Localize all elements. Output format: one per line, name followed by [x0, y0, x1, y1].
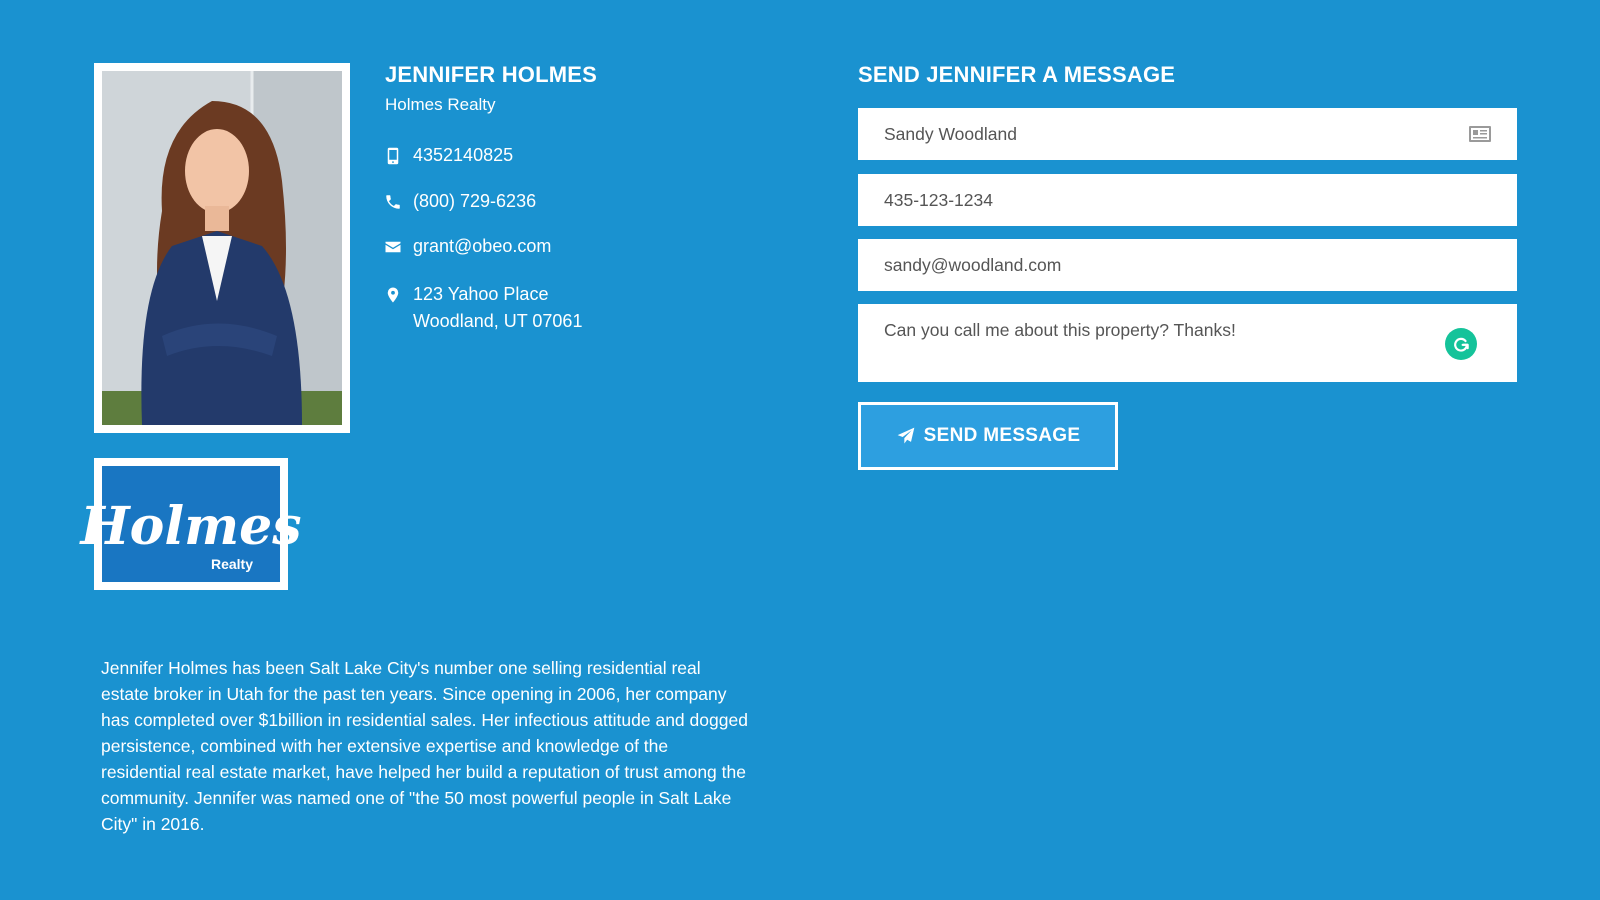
email-field-value: sandy@woodland.com	[884, 254, 1062, 275]
grammarly-icon[interactable]	[1445, 328, 1477, 360]
contact-phone[interactable]	[383, 191, 536, 212]
message-field[interactable]	[858, 304, 1517, 382]
message-field-value: Can you call me about this property? Thanks!	[884, 320, 1236, 340]
phone-field-value: 435-123-1234	[884, 189, 993, 210]
send-message-label: SEND MESSAGE	[923, 425, 1081, 446]
agent-photo-frame	[94, 63, 350, 433]
contact-email[interactable]	[383, 236, 551, 257]
phone-field[interactable]	[858, 174, 1517, 226]
phone-icon	[383, 192, 403, 212]
address-line-2: Woodland, UT 07061	[413, 311, 583, 331]
agent-name: JENNIFER HOLMES	[385, 62, 598, 87]
mobile-number: 4352140825	[413, 145, 514, 165]
form-title: SEND JENNIFER A MESSAGE	[858, 62, 1176, 87]
send-message-button[interactable]	[858, 402, 1118, 470]
email-field[interactable]	[858, 239, 1517, 291]
address-line-1: 123 Yahoo Place	[413, 284, 549, 304]
envelope-icon	[383, 237, 403, 257]
contact-address[interactable]	[383, 284, 582, 335]
paper-plane-icon	[896, 426, 916, 446]
map-marker-icon	[383, 285, 403, 305]
contact-mobile[interactable]	[383, 145, 513, 166]
logo-sub-text: Realty	[210, 556, 254, 572]
name-field-value: Sandy Woodland	[884, 123, 1017, 144]
logo-script-text: Holmes	[80, 496, 302, 557]
company-logo	[80, 458, 302, 590]
phone-number: (800) 729-6236	[413, 191, 537, 211]
agent-company: Holmes Realty	[385, 95, 496, 114]
contact-card-icon[interactable]	[1469, 126, 1491, 142]
email-address: grant@obeo.com	[413, 236, 552, 256]
agent-bio: Jennifer Holmes has been Salt Lake City's number one selling residential real estate broker in Utah for the past ten years. Since opening in 2006, her company has completed over $1billion in residential sales. Her infectious attitude and dogged persistence, combined with her extensive expertise and knowledge of the residential real estate market, have helped her build a reputation of trust among the community. Jennifer was named one of "the 50 most powerful people in Salt Lake City" in 2016.	[101, 658, 748, 834]
mobile-phone-icon	[383, 146, 403, 166]
name-field[interactable]	[858, 108, 1517, 160]
agent-photo	[102, 71, 342, 425]
